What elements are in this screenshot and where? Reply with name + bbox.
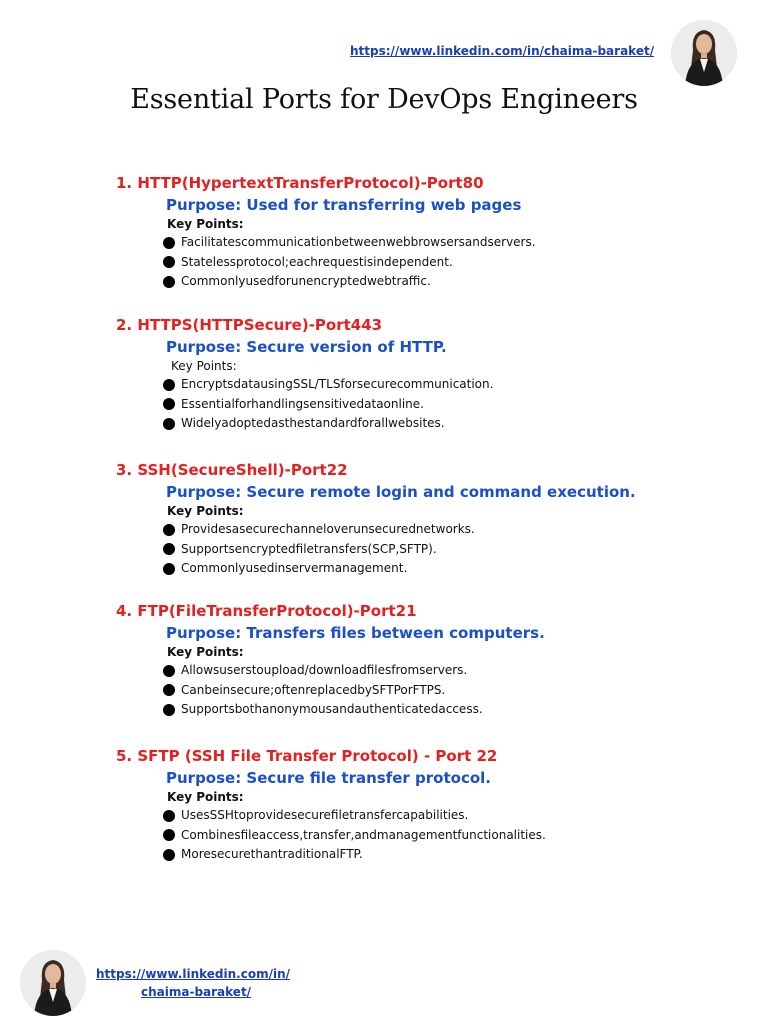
list-item — [163, 414, 736, 434]
linkedin-link-top[interactable]: https://www.linkedin.com/in/chaima-baraket/ — [350, 44, 655, 58]
list-item — [163, 681, 736, 701]
section-heading: 5. SFTP (SSH File Transfer Protocol) - Port 22 — [116, 747, 498, 765]
key-points-label: Key Points: — [167, 217, 244, 231]
list-item-text: MoresecurethantraditionalFTP. — [181, 847, 363, 861]
key-points-label: Key Points: — [167, 645, 244, 659]
bullet-icon — [163, 543, 175, 555]
key-points-list — [116, 806, 736, 865]
profile-photo-top — [671, 20, 737, 86]
bullet-icon — [163, 237, 175, 249]
list-item-text: Supportsencryptedfiletransfers(SCP,SFTP). — [181, 541, 437, 556]
list-item — [163, 806, 736, 826]
section-heading: 4. FTP(FileTransferProtocol)-Port21 — [116, 602, 417, 620]
list-item — [163, 233, 736, 253]
list-item — [163, 520, 736, 540]
section-heading: 2. HTTPS(HTTPSecure)-Port443 — [116, 316, 383, 334]
bullet-icon — [163, 684, 175, 696]
section-heading: 3. SSH(SecureShell)-Port22 — [116, 461, 348, 479]
list-item-text: Canbeinsecure;oftenreplacedbySFTPorFTPS. — [181, 682, 446, 697]
list-item-text: Commonlyusedinservermanagement. — [181, 561, 408, 575]
section-purpose: Purpose: Secure version of HTTP. — [166, 338, 447, 356]
list-item-text: Supportsbothanonymousandauthenticatedaccess. — [181, 702, 483, 716]
list-item — [163, 845, 736, 865]
section-heading: 1. HTTP(HypertextTransferProtocol)-Port80 — [116, 174, 484, 192]
key-points-list — [116, 661, 736, 720]
key-points-list — [116, 375, 736, 434]
section-purpose: Purpose: Used for transferring web pages — [166, 196, 522, 214]
bullet-icon — [163, 829, 175, 841]
bullet-icon — [163, 418, 175, 430]
list-item-text: Facilitatescommunicationbetweenwebbrowsersandservers. — [181, 235, 536, 249]
list-item — [163, 826, 736, 846]
section-purpose: Purpose: Transfers files between computers. — [166, 624, 545, 642]
list-item-text: Essentialforhandlingsensitivedataonline. — [181, 396, 424, 411]
key-points-list — [116, 233, 736, 292]
list-item-text: UsesSSHtoprovidesecurefiletransfercapabilities. — [181, 808, 469, 822]
bullet-icon — [163, 524, 175, 536]
port-section-https — [116, 315, 736, 434]
bullet-icon — [163, 398, 175, 410]
port-section-ftp — [116, 601, 736, 720]
bullet-icon — [163, 563, 175, 575]
list-item — [163, 253, 736, 273]
list-item-text: Combinesfileaccess,transfer,andmanagementfunctionalities. — [181, 827, 546, 842]
bullet-icon — [163, 379, 175, 391]
port-section-sftp — [116, 746, 736, 865]
linkedin-link-bottom[interactable] — [96, 965, 306, 1001]
list-item — [163, 700, 736, 720]
list-item — [163, 661, 736, 681]
bullet-icon — [163, 276, 175, 288]
section-purpose: Purpose: Secure file transfer protocol. — [166, 769, 491, 787]
bullet-icon — [163, 665, 175, 677]
port-section-http — [116, 173, 736, 292]
bullet-icon — [163, 849, 175, 861]
list-item-text: Allowsuserstoupload/downloadfilesfromservers. — [181, 663, 468, 677]
key-points-list — [116, 520, 736, 579]
list-item-text: Widelyadoptedasthestandardforallwebsites. — [181, 416, 445, 430]
list-item — [163, 395, 736, 415]
list-item — [163, 559, 736, 579]
link-line-1: https://www.linkedin.com/in/ — [96, 967, 291, 981]
link-line-2: chaima-baraket/ — [141, 985, 252, 999]
key-points-label: Key Points: — [171, 359, 237, 373]
list-item-text: Commonlyusedforunencryptedwebtraffic. — [181, 274, 431, 288]
page-title: Essential Ports for DevOps Engineers — [130, 84, 638, 115]
bullet-icon — [163, 704, 175, 716]
bullet-icon — [163, 810, 175, 822]
list-item-text: Providesasecurechanneloverunsecurednetworks. — [181, 522, 475, 536]
list-item-text: Statelessprotocol;eachrequestisindependent. — [181, 254, 453, 269]
list-item — [163, 540, 736, 560]
section-purpose: Purpose: Secure remote login and command execution. — [166, 483, 636, 501]
profile-photo-bottom — [20, 950, 86, 1016]
port-section-ssh — [116, 460, 736, 579]
key-points-label: Key Points: — [167, 504, 244, 518]
list-item — [163, 272, 736, 292]
key-points-label: Key Points: — [167, 790, 244, 804]
list-item-text: EncryptsdatausingSSL/TLSforsecurecommunication. — [181, 377, 494, 391]
bullet-icon — [163, 256, 175, 268]
list-item — [163, 375, 736, 395]
